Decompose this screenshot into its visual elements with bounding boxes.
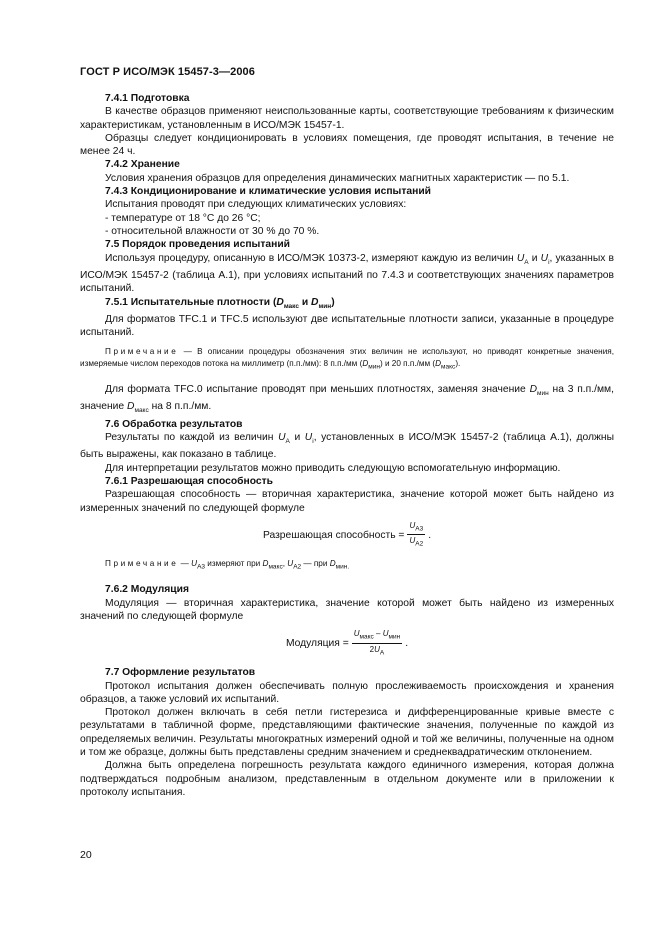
paragraph: Для форматов TFC.1 и TFC.5 используют две испытательные плотности записи, указанные в процедуре испытаний. — [80, 313, 614, 339]
paragraph: Модуляция — вторичная характеристика, значение которой может быть найдено из измеренных значений по следующей формуле — [80, 597, 614, 622]
heading-7-6: 7.6 Обработка результатов — [105, 418, 243, 430]
fraction: $\frac{U_{макс} - U_{мин}}{2U_A}$ — [353, 629, 401, 657]
heading-7-4-1: 7.4.1 Подготовка — [105, 93, 190, 104]
paragraph: Для интерпретации результатов можно приводить следующую вспомогательную информацию. — [105, 462, 561, 474]
heading-7-4-2: 7.4.2 Хранение — [105, 159, 180, 171]
heading-7-7: 7.7 Оформление результатов — [105, 667, 256, 679]
modulation-formula: Модуляция = $\frac{U_{макс} - U_{мин}}{2U_A}$ . — [285, 629, 409, 657]
fraction: $\frac{U_{A3}}{U_{A2}}$ — [409, 520, 424, 549]
paragraph: В качестве образцов применяют неиспользованные карты, соответствующие требованиям к физическим характеристикам, установленным в ИСО/МЭК 15457-1. — [80, 106, 614, 131]
paragraph: Для формата TFC.0 испытание проводят при меньших плотностях, заменяя значение $D_{мин}$ на 3 п.п./мм, значение $D_{макс}$ на 8 п.п./мм. — [80, 384, 614, 415]
resolution-formula: Разрешающая способность = $\frac{U_{A3}}{U_{A2}}$ . — [262, 520, 432, 549]
paragraph: Должна быть определена погрешность результата каждого единичного измерения, которая должна подтверждаться подробным анализом, представленным в отдельном документе или в приложении к протоколу испытания. — [80, 760, 614, 798]
paragraph: Образцы следует кондиционировать в условиях помещения, где проводят испытания, в течение не менее 24 ч. — [80, 132, 614, 158]
paragraph: Протокол испытания должен обеспечивать полную прослеживаемость происхождения и хранения образцов, а также условий их испытаний. — [80, 680, 614, 705]
heading-7-6-1: 7.6.1 Разрешающая способность — [105, 476, 273, 487]
paragraph: Разрешающая способность — вторичная характеристика, значение которой может быть найдено из измеренных значений по следующей формуле — [80, 489, 614, 514]
heading-7-6-2: 7.6.2 Модуляция — [105, 584, 189, 596]
note: Примечание — В описании процедуры обозначения этих величин не используют, но приводят конкретные значения, измеряемые числом переходов потока на миллиметр (п.п./мм): 8 п.п./мм $(D_{мин})$ и 20 п.п./мм $(D_{макс})$. — [80, 347, 614, 371]
document-header: ГОСТ Р ИСО/МЭК 15457-3—2006 — [80, 66, 255, 78]
heading-7-4-3: 7.4.3 Кондиционирование и климатические условия испытаний — [105, 186, 431, 198]
paragraph: Результаты по каждой из величин $U_A$ и $U_i$, установленных в ИСО/МЭК 15457-2 (таблица А.1), должны быть выражены, как показано в таблице. — [80, 432, 614, 461]
paragraph: Используя процедуру, описанную в ИСО/МЭК 10373-2, измеряют каждую из величин $U_A$ и $U_i$, указанных в ИСО/МЭК 15457-2 (таблица А.1), при условиях испытаний по 7.4.3 и соответствующих значениях параметров испытаний. — [80, 252, 614, 295]
list-item: - температуре от 18 °С до 26 °С; — [105, 212, 261, 224]
heading-7-5: 7.5 Порядок проведения испытаний — [105, 239, 290, 251]
list-item: - относительной влажности от 30 % до 70 %. — [105, 225, 320, 237]
note: Примечание — $U_{A3}$ измеряют при $D_{макс}$, $U_{A2}$ — при $D_{мин.}$ — [105, 559, 350, 571]
heading-7-5-1: 7.5.1 Испытательные плотности ($D_{макс}$ и $D_{мин}$) — [105, 296, 335, 310]
page-number: 20 — [80, 849, 92, 861]
page-body — [80, 92, 614, 799]
paragraph: Условия хранения образцов для определения динамических магнитных характеристик — по 5.1. — [105, 172, 570, 184]
paragraph: Испытания проводят при следующих климатических условиях: — [105, 199, 407, 211]
paragraph: Протокол должен включать в себя петли гистерезиса и дифференцированные кривые вместе с результатами в табличной форме, представляющими фактические значения, полученные по каждой из определяемых величин. Результаты многократных измерений одной и той же величины, полученные на одном и том же образце, должны быть представлены средним значением и среднеквадратическим отклонением. — [80, 707, 614, 759]
